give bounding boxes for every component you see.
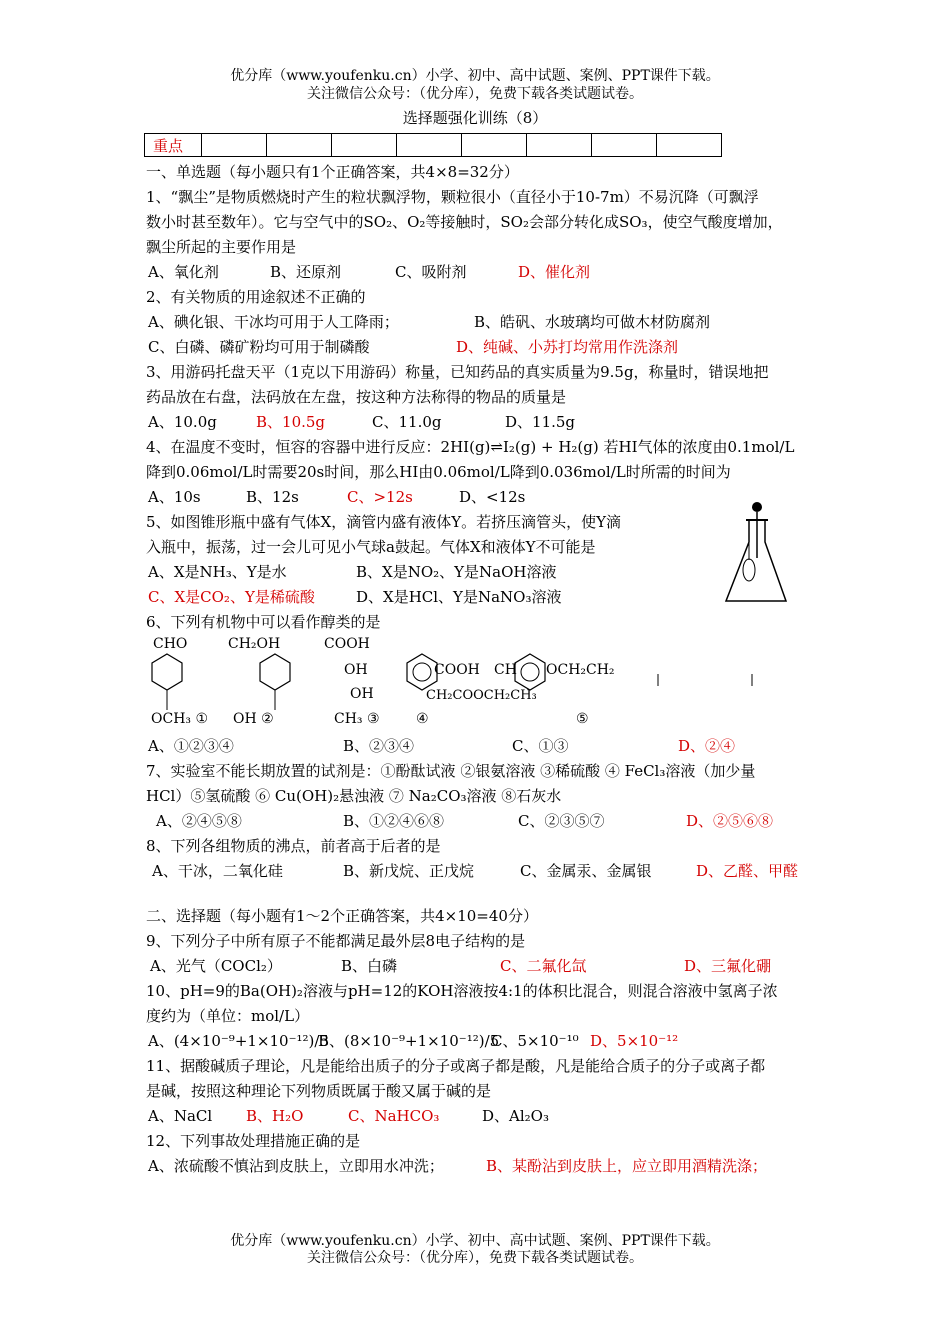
q7-option-b[interactable]: B、①②④⑥⑧ — [343, 812, 445, 830]
q12-option-b[interactable]: B、某酚沾到皮肤上，应立即用酒精洗涤； — [486, 1157, 768, 1175]
page-title: 选择题强化训练（8） — [402, 109, 548, 127]
q8-option-b[interactable]: B、新戊烷、正戊烷 — [343, 862, 475, 880]
q5-option-d[interactable]: D、X是HCl、Y是NaNO₃溶液 — [356, 588, 562, 606]
q10-option-b[interactable]: B、(8×10⁻⁹+1×10⁻¹²)/5 — [318, 1032, 500, 1050]
header-line-2: 关注微信公众号：（优分库），免费下载各类试题试卷。 — [307, 86, 643, 102]
q12-option-a[interactable]: A、浓硫酸不慎沾到皮肤上，立即用水冲洗； — [148, 1157, 444, 1175]
s3-top-label: COOH — [324, 636, 370, 652]
q10-option-c[interactable]: C、5×10⁻¹⁰ — [491, 1032, 579, 1050]
q6-option-c[interactable]: C、①③ — [512, 737, 569, 755]
q1-line-1: 1、“飘尘”是物质燃烧时产生的粒状飘浮物，颗粒很小（直径小于10-7m）不易沉降（可飘浮 — [146, 188, 759, 206]
s3-mid-label: OH — [344, 662, 368, 678]
q12-stem: 12、下列事故处理措施正确的是 — [146, 1132, 361, 1150]
q9-option-d[interactable]: D、三氟化硼 — [684, 957, 772, 975]
s4-right-label: COOH — [434, 662, 480, 678]
q11-option-b[interactable]: B、H₂O — [246, 1107, 304, 1125]
q3-option-b[interactable]: B、10.5g — [256, 413, 326, 431]
q11-option-a[interactable]: A、NaCl — [148, 1107, 213, 1125]
q9-option-c[interactable]: C、二氟化氙 — [500, 957, 587, 975]
q11-option-d[interactable]: D、Al₂O₃ — [482, 1107, 549, 1125]
s2-bottom-label: OH ② — [233, 711, 274, 727]
q7-line-1: 7、实验室不能长期放置的试剂是：①酚酞试液 ②银氨溶液 ③稀硫酸 ④ FeCl₃溶液（加少量 — [146, 762, 756, 780]
benzene-ring-5 — [515, 654, 545, 690]
benzene-ring-1 — [152, 654, 182, 690]
q3-option-d[interactable]: D、11.5g — [505, 413, 576, 431]
q9-option-a[interactable]: A、光气（COCl₂） — [150, 957, 282, 975]
q2-option-c[interactable]: C、白磷、磷矿粉均可用于制磷酸 — [148, 338, 370, 356]
s1-bottom-label: OCH₃ ① — [151, 711, 209, 727]
q5-line-1: 5、如图锥形瓶中盛有气体X，滴管内盛有液体Y。若挤压滴管头，使Y滴 — [146, 513, 622, 531]
s5-bottom-label: ⑤ — [576, 711, 589, 727]
q2-option-b[interactable]: B、皓矾、水玻璃均可做木材防腐剂 — [474, 313, 711, 331]
q5-option-a[interactable]: A、X是NH₃、Y是水 — [148, 563, 287, 581]
q11-option-c[interactable]: C、NaHCO₃ — [348, 1107, 440, 1125]
q1-line-2: 数小时甚至数年）。它与空气中的SO₂、O₂等接触时，SO₂会部分转化成SO₃，使空气酸度增加， — [146, 213, 783, 231]
ring-4-aromatic-circle — [413, 663, 431, 681]
q11-line-2: 是碱，按照这种理论下列物质既属于酸又属于碱的是 — [146, 1082, 492, 1100]
q8-option-a[interactable]: A、干冰，二氧化硅 — [152, 862, 283, 880]
conical-flask-figure — [720, 498, 792, 610]
key-points-label: 重点 — [145, 134, 202, 157]
q7-line-2: HCl）⑤氢硫酸 ⑥ Cu(OH)₂悬浊液 ⑦ Na₂CO₃溶液 ⑧石灰水 — [146, 787, 562, 805]
benzene-ring-4 — [407, 654, 437, 690]
q11-line-1: 11、据酸碱质子理论，凡是能给出质子的分子或离子都是酸，凡是能给合质子的分子或离子都 — [146, 1057, 766, 1075]
ring-5-aromatic-circle — [521, 663, 539, 681]
q2-option-d[interactable]: D、纯碱、小苏打均常用作洗涤剂 — [456, 338, 679, 356]
q9-stem: 9、下列分子中所有原子不能都满足最外层8电子结构的是 — [146, 932, 526, 950]
q4-line-1: 4、在温度不变时，恒容的容器中进行反应：2HI(g)⇌I₂(g) + H₂(g) 若HI气体的浓度由0.1mol/L — [146, 438, 795, 456]
q6-option-b[interactable]: B、②③④ — [343, 737, 415, 755]
q7-option-a[interactable]: A、②④⑤⑧ — [156, 812, 242, 830]
q4-line-2: 降到0.06mol/L时需要20s时间，那么HI由0.06mol/L降到0.036mol/L时所需的时间为 — [146, 463, 731, 481]
q5-line-2: 入瓶中，振荡，过一会儿可见小气球a鼓起。气体X和液体Y不可能是 — [146, 538, 596, 556]
q6-option-a[interactable]: A、①②③④ — [148, 737, 234, 755]
s1-top-label: CHO — [153, 636, 188, 652]
section-2-heading: 二、选择题（每小题有1～2个正确答案，共4×10=40分） — [146, 907, 538, 925]
q8-option-c[interactable]: C、金属汞、金属银 — [520, 862, 652, 880]
q4-option-a[interactable]: A、10s — [148, 488, 201, 506]
q10-option-a[interactable]: A、(4×10⁻⁹+1×10⁻¹²)/5 — [148, 1032, 329, 1050]
q3-line-1: 3、用游码托盘天平（1克以下用游码）称量，已知药品的真实质量为9.5g，称量时，错误地把 — [146, 363, 769, 381]
q10-line-1: 10、pH=9的Ba(OH)₂溶液与pH=12的KOH溶液按4:1的体积比混合，则混合溶液中氢离子浓 — [146, 982, 778, 1000]
q2-option-a[interactable]: A、碘化银、干冰均可用于人工降雨； — [148, 313, 399, 331]
benzene-ring-2 — [260, 654, 290, 690]
q5-option-b[interactable]: B、X是NO₂、Y是NaOH溶液 — [356, 563, 557, 581]
header-line-1: 优分库（www.youfenku.cn）小学、初中、高中试题、案例、PPT课件下载。 — [230, 68, 720, 84]
q3-option-a[interactable]: A、10.0g — [148, 413, 217, 431]
section-1-heading: 一、单选题（每小题只有1个正确答案，共4×8=32分） — [146, 163, 519, 181]
dropper-bulb — [752, 502, 762, 512]
q6-stem: 6、下列有机物中可以看作醇类的是 — [146, 613, 381, 631]
s4-sub-label: CH₂COOCH₂CH₃ — [426, 688, 537, 703]
q1-option-c[interactable]: C、吸附剂 — [395, 263, 467, 281]
q1-option-d[interactable]: D、催化剂 — [518, 263, 591, 281]
key-points-table — [144, 133, 722, 157]
s4-bottom-label: ④ — [416, 711, 429, 727]
footer-line-2: 关注微信公众号：（优分库），免费下载各类试题试卷。 — [307, 1250, 643, 1266]
q4-option-c[interactable]: C、>12s — [347, 488, 413, 506]
q2-stem: 2、有关物质的用途叙述不正确的 — [146, 288, 366, 306]
balloon-icon — [743, 559, 755, 581]
q4-option-d[interactable]: D、<12s — [459, 488, 526, 506]
q1-option-a[interactable]: A、氧化剂 — [148, 263, 219, 281]
q6-option-d[interactable]: D、②④ — [678, 737, 736, 755]
q7-option-d[interactable]: D、②⑤⑥⑧ — [686, 812, 774, 830]
q1-line-3: 飘尘所起的主要作用是 — [146, 238, 297, 256]
benzene-rings-drawing — [140, 650, 780, 714]
q5-option-c[interactable]: C、X是CO₂、Y是稀硫酸 — [148, 588, 315, 606]
s3-mid-label-2: OH — [350, 686, 374, 702]
s2-top-label: CH₂OH — [228, 636, 281, 652]
q3-option-c[interactable]: C、11.0g — [372, 413, 442, 431]
s5-right-label: OCH₂CH₂ — [546, 662, 615, 678]
q8-stem: 8、下列各组物质的沸点，前者高于后者的是 — [146, 837, 441, 855]
s5-left-label: CH — [494, 662, 517, 678]
q8-option-d[interactable]: D、乙醛、甲醛 — [696, 862, 799, 880]
q10-option-d[interactable]: D、5×10⁻¹² — [590, 1032, 679, 1050]
q10-line-2: 度约为（单位：mol/L） — [146, 1007, 310, 1025]
q9-option-b[interactable]: B、白磷 — [341, 957, 398, 975]
s3-bottom-label: CH₃ ③ — [334, 711, 380, 727]
q3-line-2: 药品放在右盘，法码放在左盘，按这种方法称得的物品的质量是 — [146, 388, 567, 406]
flask-body — [726, 520, 786, 601]
footer-line-1: 优分库（www.youfenku.cn）小学、初中、高中试题、案例、PPT课件下载。 — [230, 1233, 720, 1249]
q4-option-b[interactable]: B、12s — [246, 488, 299, 506]
q1-option-b[interactable]: B、还原剂 — [270, 263, 342, 281]
q7-option-c[interactable]: C、②③⑤⑦ — [518, 812, 605, 830]
